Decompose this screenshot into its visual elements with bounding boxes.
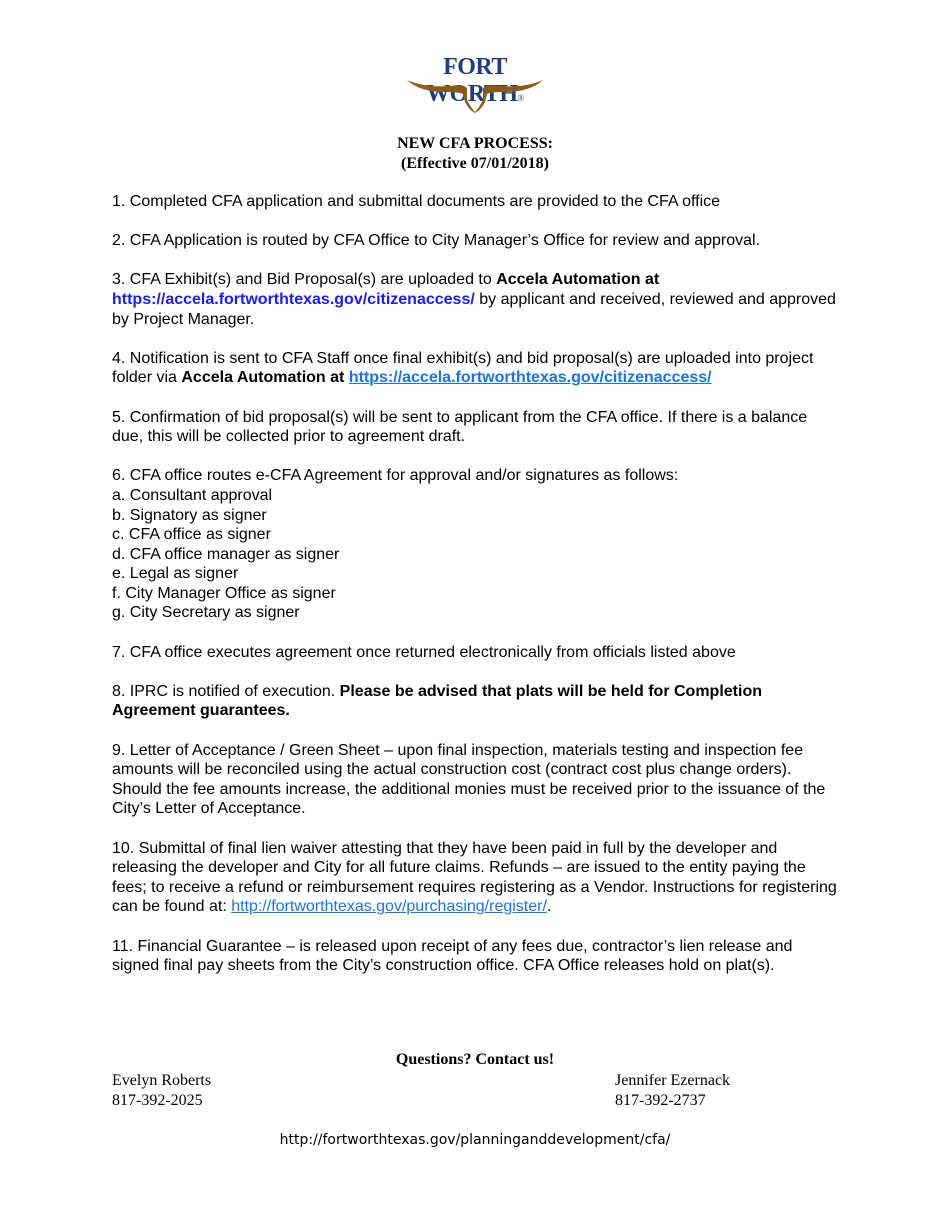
fort-worth-logo: [405, 52, 545, 114]
step-1: 1. Completed CFA application and submittal documents are provided to the CFA office: [112, 193, 721, 210]
page-title: NEW CFA PROCESS:: [397, 135, 553, 152]
step-6-item: g. City Secretary as signer: [112, 604, 300, 622]
step-3: 3. CFA Exhibit(s) and Bid Proposal(s) are uploaded to Accela Automation at https://accela.fortworthtexas.gov/citizenaccess/ by applicant and received, reviewed and approved by Project Manager.: [112, 271, 836, 328]
footer-url[interactable]: http://fortworthtexas.gov/planninganddevelopment/cfa/: [279, 1132, 671, 1148]
process-steps: [112, 192, 837, 995]
contact-left: [112, 1071, 211, 1110]
contact-name: Jennifer Ezernack: [615, 1072, 731, 1089]
step-6-item: e. Legal as signer: [112, 565, 239, 583]
contact-right: [615, 1071, 730, 1110]
accela-link[interactable]: https://accela.fortworthtexas.gov/citizenaccess/: [348, 369, 712, 387]
step-4: 4. Notification is sent to CFA Staff once final exhibit(s) and bid proposal(s) are uploaded into project folder via Accela Automation at https://accela.fortworthtexas.gov/citizenaccess/: [112, 349, 814, 387]
step-10: 10. Submittal of final lien waiver attesting that they have been paid in full by the developer and releasing the developer and City for all future claims. Refunds – are issued to the entity paying the fees; to receive a refund or reimbursement requires registering as a Vendor. Instructions for registering can be found at: http://fortworthtexas.gov/purchasing/register/.: [112, 839, 837, 916]
accela-url-text: https://accela.fortworthtexas.gov/citizenaccess/: [112, 290, 475, 308]
step-8: 8. IPRC is notified of execution. Please be advised that plats will be held for Completion Agreement guarantees.: [112, 682, 762, 720]
step-6-item: a. Consultant approval: [112, 486, 273, 504]
page-subtitle: (Effective 07/01/2018): [401, 155, 549, 172]
longhorn-icon: [405, 78, 545, 114]
contact-heading: Questions? Contact us!: [395, 1051, 555, 1068]
contact-phone: 817-392-2025: [112, 1091, 203, 1109]
step-2: 2. CFA Application is routed by CFA Office to City Manager’s Office for review and approval.: [112, 232, 761, 250]
step-5: 5. Confirmation of bid proposal(s) will be sent to applicant from the CFA office. If there is a balance due, this will be collected prior to agreement draft.: [112, 408, 808, 446]
step-9: 9. Letter of Acceptance / Green Sheet – upon final inspection, materials testing and inspection fee amounts will be reconciled using the actual construction cost (contract cost plus change orders). Should the fee amounts increase, the additional monies must be received prior to the issuance of the City’s Letter of Acceptance.: [112, 741, 826, 818]
contact-name: Evelyn Roberts: [112, 1072, 212, 1089]
step-6-item: f. City Manager Office as signer: [112, 584, 336, 602]
logo-text: FORT WORTH®: [426, 54, 524, 107]
step-6-item: c. CFA office as signer: [112, 526, 271, 544]
step-11: 11. Financial Guarantee – is released upon receipt of any fees due, contractor’s lien release and signed final pay sheets from the City’s construction office. CFA Office releases hold on plat(s).: [112, 937, 793, 975]
step-6-item: b. Signatory as signer: [112, 506, 267, 524]
step-6-item: d. CFA office manager as signer: [112, 545, 340, 563]
step-6: 6. CFA office routes e-CFA Agreement for approval and/or signatures as follows: a. Consultant approval b. Signatory as signer c. CFA office as signer d. CFA office manager as signer e. Legal as signer f. City Manager Office as signer g. City Secretary as signer: [112, 466, 837, 623]
contact-phone: 817-392-2737: [615, 1091, 706, 1109]
step-7: 7. CFA office executes agreement once returned electronically from officials listed above: [112, 643, 736, 661]
vendor-register-link[interactable]: http://fortworthtexas.gov/purchasing/register/: [231, 898, 547, 916]
